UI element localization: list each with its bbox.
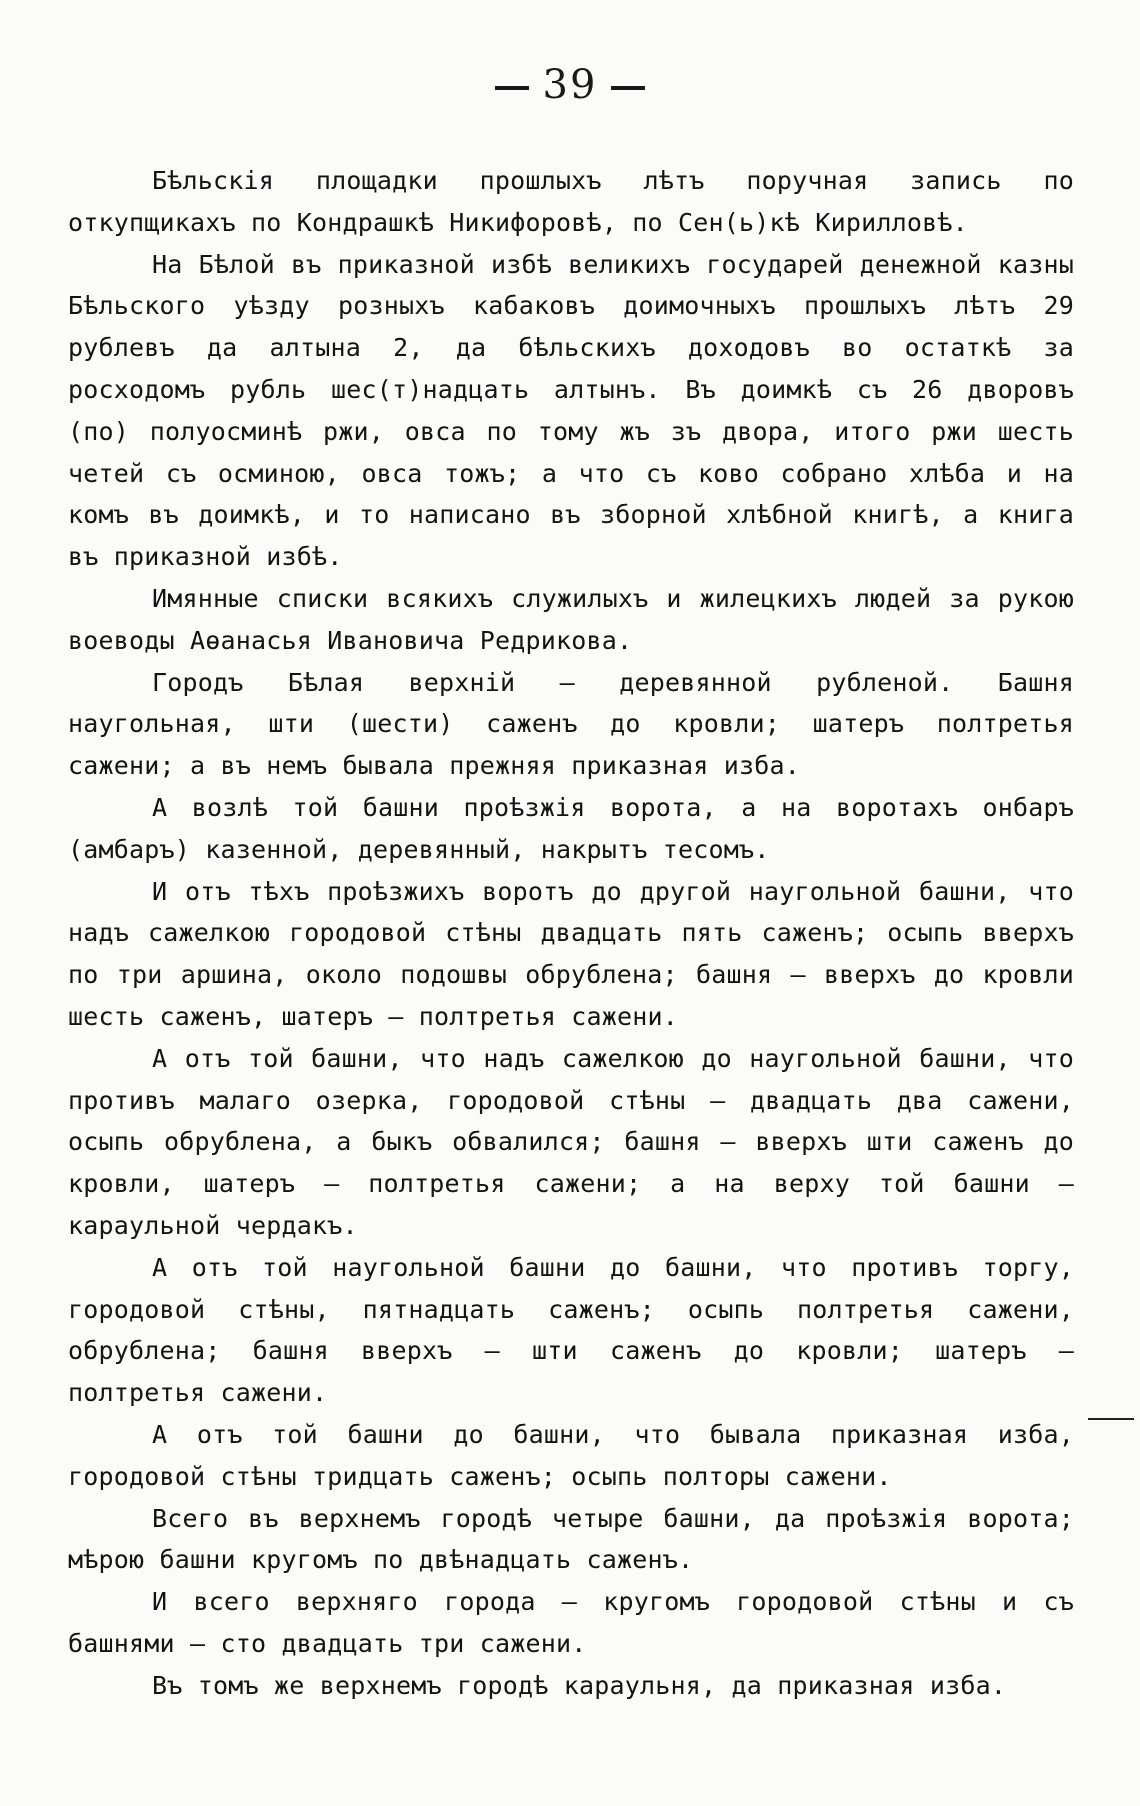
page-number	[0, 62, 1140, 108]
paragraph: А отъ той наугольной башни до башни, что противъ торгу, городовой стѣны, пятнадцать саженъ; осыпь полтретья сажени, обрублена; башня вверхъ — шти саженъ до кровли; шатеръ — полтретья сажени.	[68, 1252, 1074, 1408]
paragraph: На Бѣлой въ приказной избѣ великихъ государей денежной казны Бѣльского уѣзду розныхъ кабаковъ доимочныхъ прошлыхъ лѣтъ 29 рублевъ да алтына 2, да бѣльскихъ доходовъ во остаткѣ за росходомъ рубль шес(т)надцать алтынъ. Въ доимкѣ съ 26 дворовъ (по) полуосминѣ ржи, овса по тому жъ зъ двора, итого ржи шесть четей съ осминою, овса тожъ; а что съ ково собрано хлѣба и на комъ въ доимкѣ, и то написано въ зборной хлѣбной книгѣ, а книга въ приказной избѣ.	[68, 249, 1074, 572]
left-dash	[495, 86, 529, 90]
paragraph: Бѣльскія площадки прошлыхъ лѣтъ поручная запись по откупщикахъ по Кондрашкѣ Никифоровѣ, по Сен(ь)кѣ Кирилловѣ.	[68, 166, 1074, 237]
paragraph: А отъ той башни, что надъ сажелкою до наугольной башни, что противъ малаго озерка, городовой стѣны — двадцать два сажени, осыпь обрублена, а быкъ обвалился; башня — вверхъ шти саженъ до кровли, шатеръ — полтретья сажени; а на верху той башни — караульной чердакъ.	[68, 1043, 1074, 1240]
right-dash	[611, 86, 645, 90]
body-text	[68, 160, 1074, 1706]
page-number-text: 39	[542, 62, 598, 108]
paragraph: Въ томъ же верхнемъ городѣ караульня, да приказная изба.	[152, 1670, 1007, 1700]
paragraph: И всего верхняго города — кругомъ городовой стѣны и съ башнями — сто двадцать три сажени.	[68, 1587, 1074, 1658]
paragraph: А возлѣ той башни проѣзжія ворота, а на воротахъ онбаръ (амбаръ) казенной, деревянный, накрытъ тесомъ.	[68, 792, 1074, 864]
paragraph: Всего въ верхнемъ городѣ четыре башни, да проѣзжія ворота; мѣрою башни кругомъ по двѣнадцать саженъ.	[68, 1503, 1074, 1575]
margin-rule-mark	[1088, 1418, 1134, 1420]
paragraph: А отъ той башни до башни, что бывала приказная изба, городовой стѣны тридцать саженъ; осыпь полторы сажени.	[68, 1419, 1074, 1491]
paragraph: Имянные списки всякихъ служилыхъ и жилецкихъ людей за рукою воеводы Аѳанасья Ивановича Редрикова.	[68, 583, 1074, 655]
paragraph: Городъ Бѣлая верхній — деревянной рубленой. Башня наугольная, шти (шести) саженъ до кровли; шатеръ полтретья сажени; а въ немъ бывала прежняя приказная изба.	[68, 667, 1074, 781]
paragraph: И отъ тѣхъ проѣзжихъ воротъ до другой наугольной башни, что надъ сажелкою городовой стѣны двадцать пять саженъ; осыпь вверхъ по три аршина, около подошвы обрублена; башня — вверхъ до кровли шесть саженъ, шатеръ — полтретья сажени.	[68, 876, 1074, 1031]
